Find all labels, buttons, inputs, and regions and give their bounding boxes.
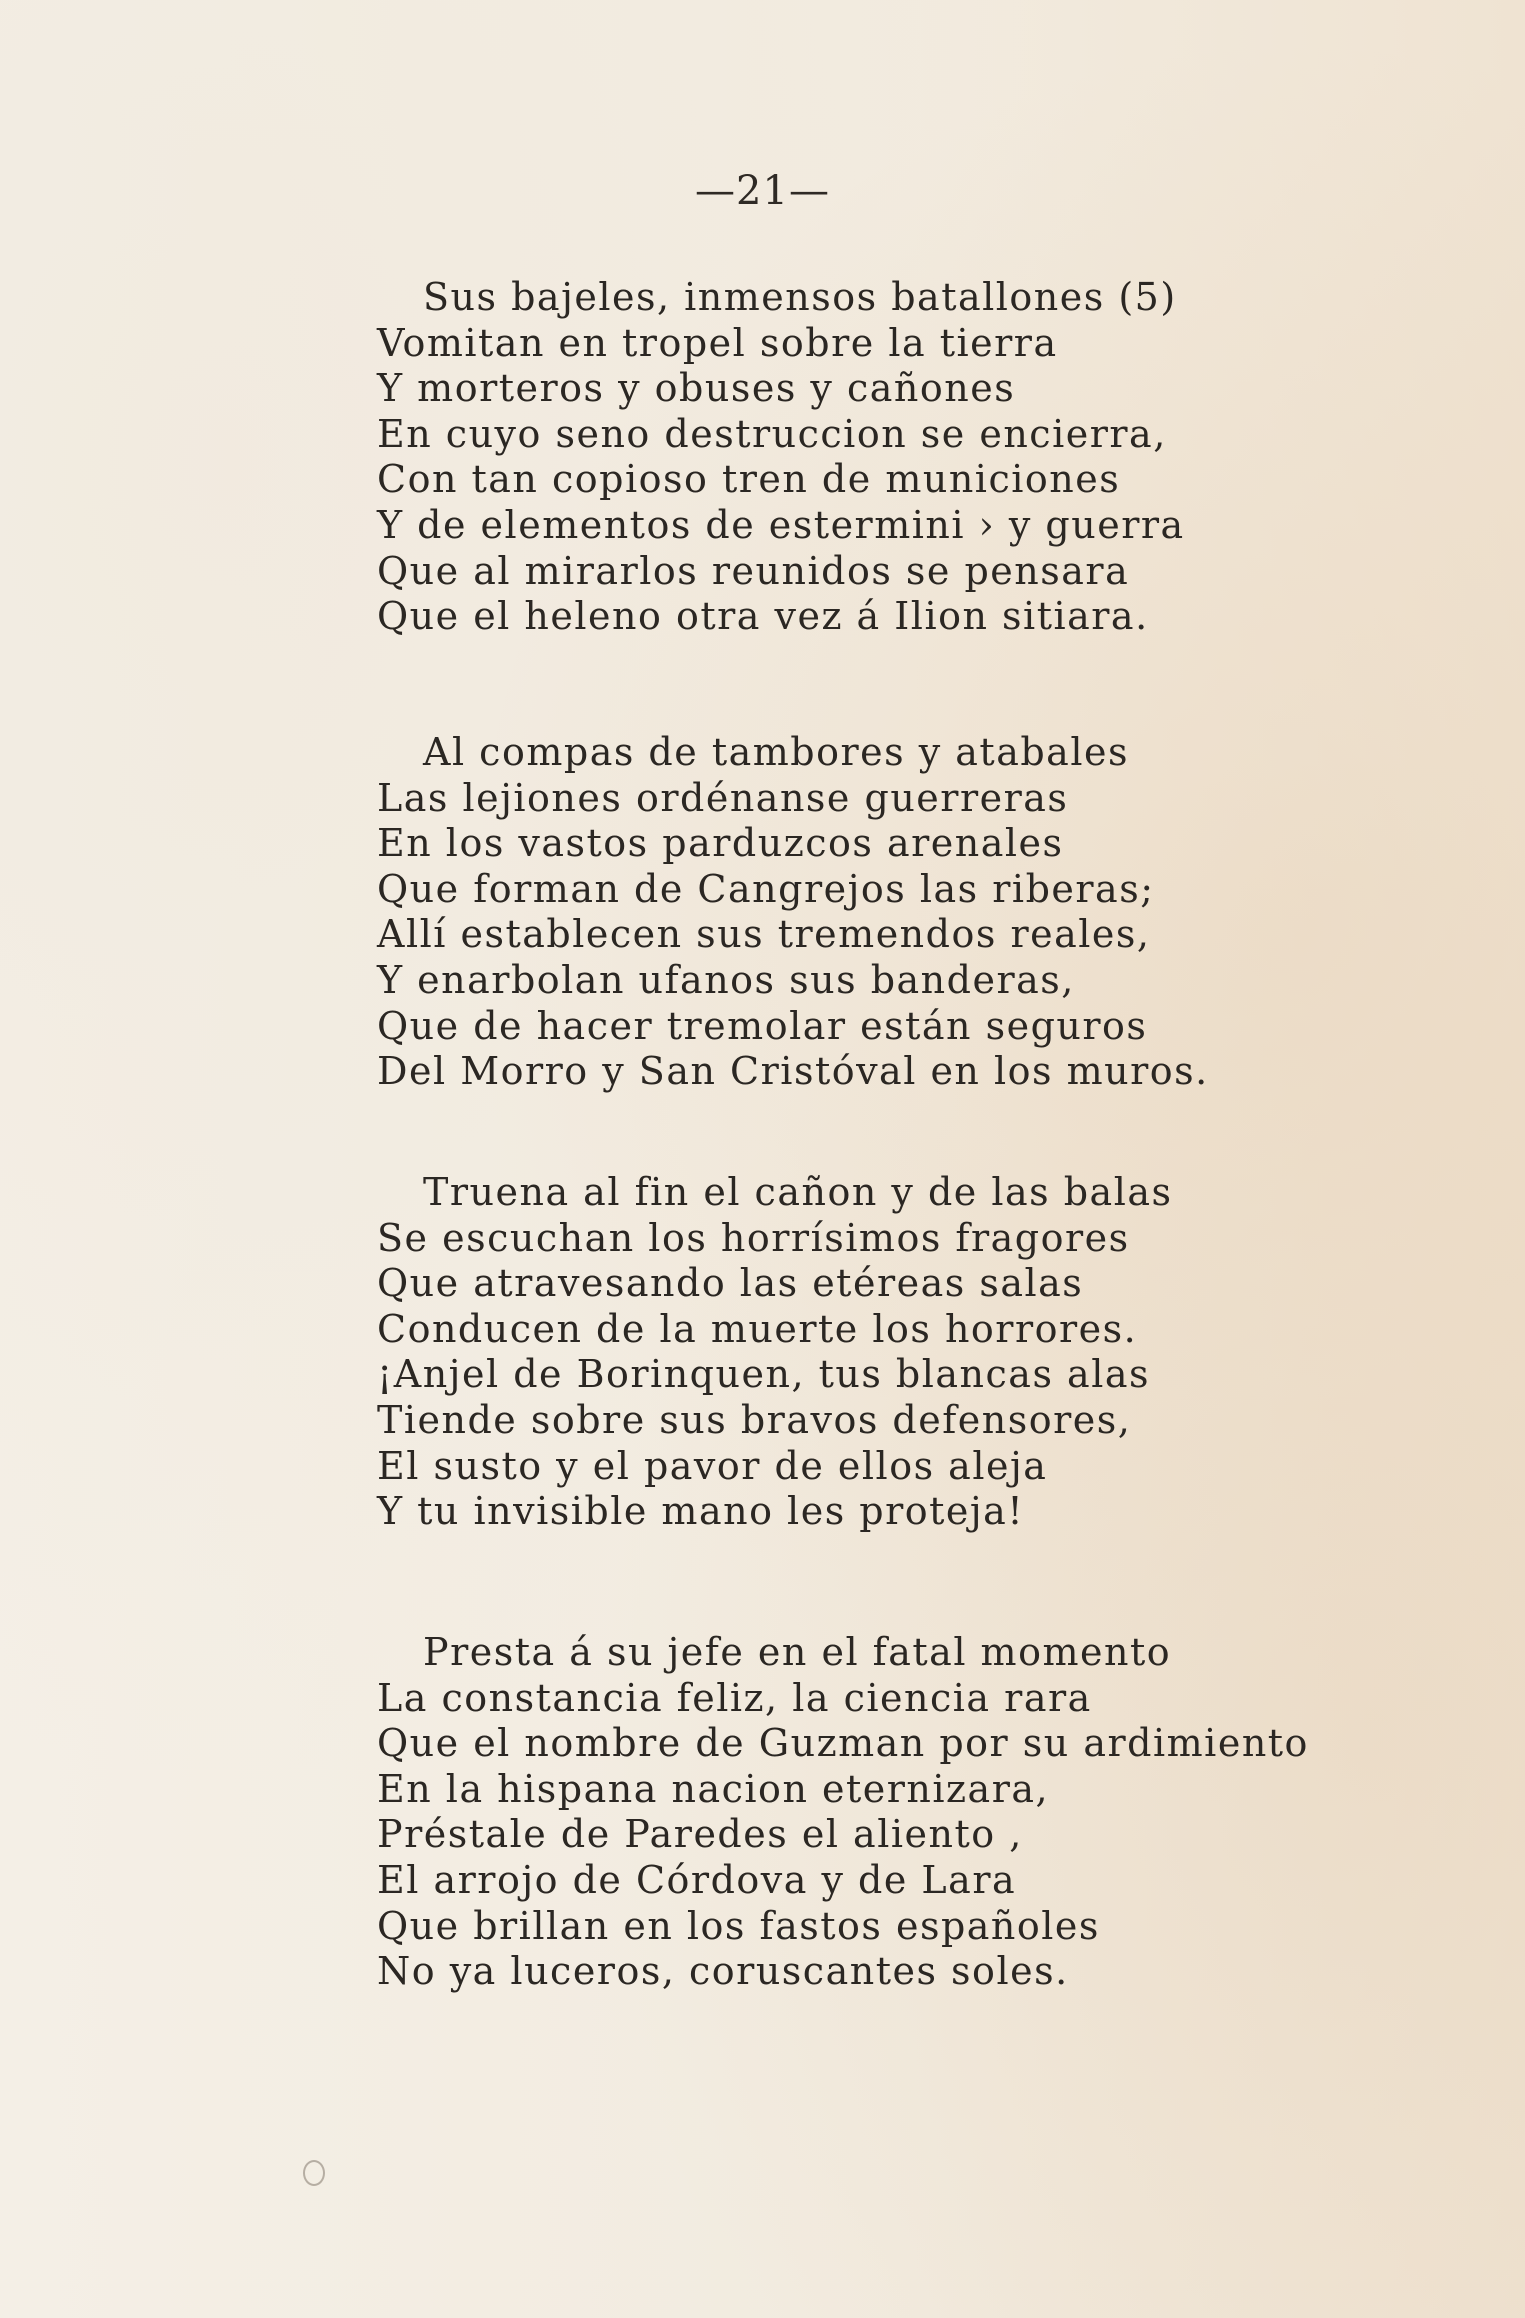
verse-line: Que forman de Cangrejos las riberas; xyxy=(377,866,1155,911)
verse-line: Del Morro y San Cristóval en los muros. xyxy=(377,1049,1209,1094)
stanza-2 xyxy=(377,730,1507,1095)
verse-line: Que al mirarlos reunidos se pensara xyxy=(377,548,1130,593)
verse-line: Conducen de la muerte los horrores. xyxy=(377,1306,1138,1351)
verse-line: Presta á su jefe en el fatal momento xyxy=(423,1630,1172,1674)
stanza-3 xyxy=(377,1170,1507,1535)
stanza-4 xyxy=(377,1630,1507,1995)
verse-line: Allí establecen sus tremendos reales, xyxy=(377,912,1151,957)
verse-line: El susto y el pavor de ellos aleja xyxy=(377,1443,1048,1488)
verse-line: Se escuchan los horrísimos fragores xyxy=(377,1215,1130,1260)
verse-line: Que brillan en los fastos españoles xyxy=(377,1903,1100,1948)
verse-line: Y tu invisible mano les proteja! xyxy=(377,1489,1025,1534)
verse-line: Tiende sobre sus bravos defensores, xyxy=(377,1397,1132,1442)
verse-line: Que de hacer tremolar están seguros xyxy=(377,1003,1148,1048)
verse-line: En los vastos parduzcos arenales xyxy=(377,821,1064,866)
stanza-1 xyxy=(377,275,1507,640)
verse-line: Vomitan en tropel sobre la tierra xyxy=(377,320,1058,365)
verse-line: Que el nombre de Guzman por su ardimiento xyxy=(377,1721,1309,1766)
verse-line: Truena al fin el cañon y de las balas xyxy=(423,1170,1173,1214)
verse-line: Y morteros y obuses y cañones xyxy=(377,366,1016,411)
page-number: —21— xyxy=(695,168,830,214)
verse-line: Que el heleno otra vez á Ilion sitiara. xyxy=(377,594,1149,639)
verse-line: El arrojo de Córdova y de Lara xyxy=(377,1857,1017,1902)
verse-line: Y enarbolan ufanos sus banderas, xyxy=(377,957,1075,1002)
verse-line: No ya luceros, coruscantes soles. xyxy=(377,1949,1069,1994)
verse-line: Las lejiones ordénanse guerreras xyxy=(377,775,1069,820)
verse-line: Préstale de Paredes el aliento , xyxy=(377,1812,1023,1857)
ink-mark xyxy=(303,2160,325,2186)
verse-line: ¡Anjel de Borinquen, tus blancas alas xyxy=(377,1352,1151,1397)
verse-line: En cuyo seno destruccion se encierra, xyxy=(377,411,1167,456)
verse-line: La constancia feliz, la ciencia rara xyxy=(377,1675,1092,1720)
verse-line: Y de elementos de estermini › y guerra xyxy=(377,502,1185,547)
verse-line: Con tan copioso tren de municiones xyxy=(377,457,1121,502)
verse-line: Al compas de tambores y atabales xyxy=(423,730,1129,774)
verse-line: Que atravesando las etéreas salas xyxy=(377,1261,1084,1306)
verse-line: En la hispana nacion eternizara, xyxy=(377,1766,1050,1811)
verse-line: Sus bajeles, inmensos batallones (5) xyxy=(423,275,1177,319)
